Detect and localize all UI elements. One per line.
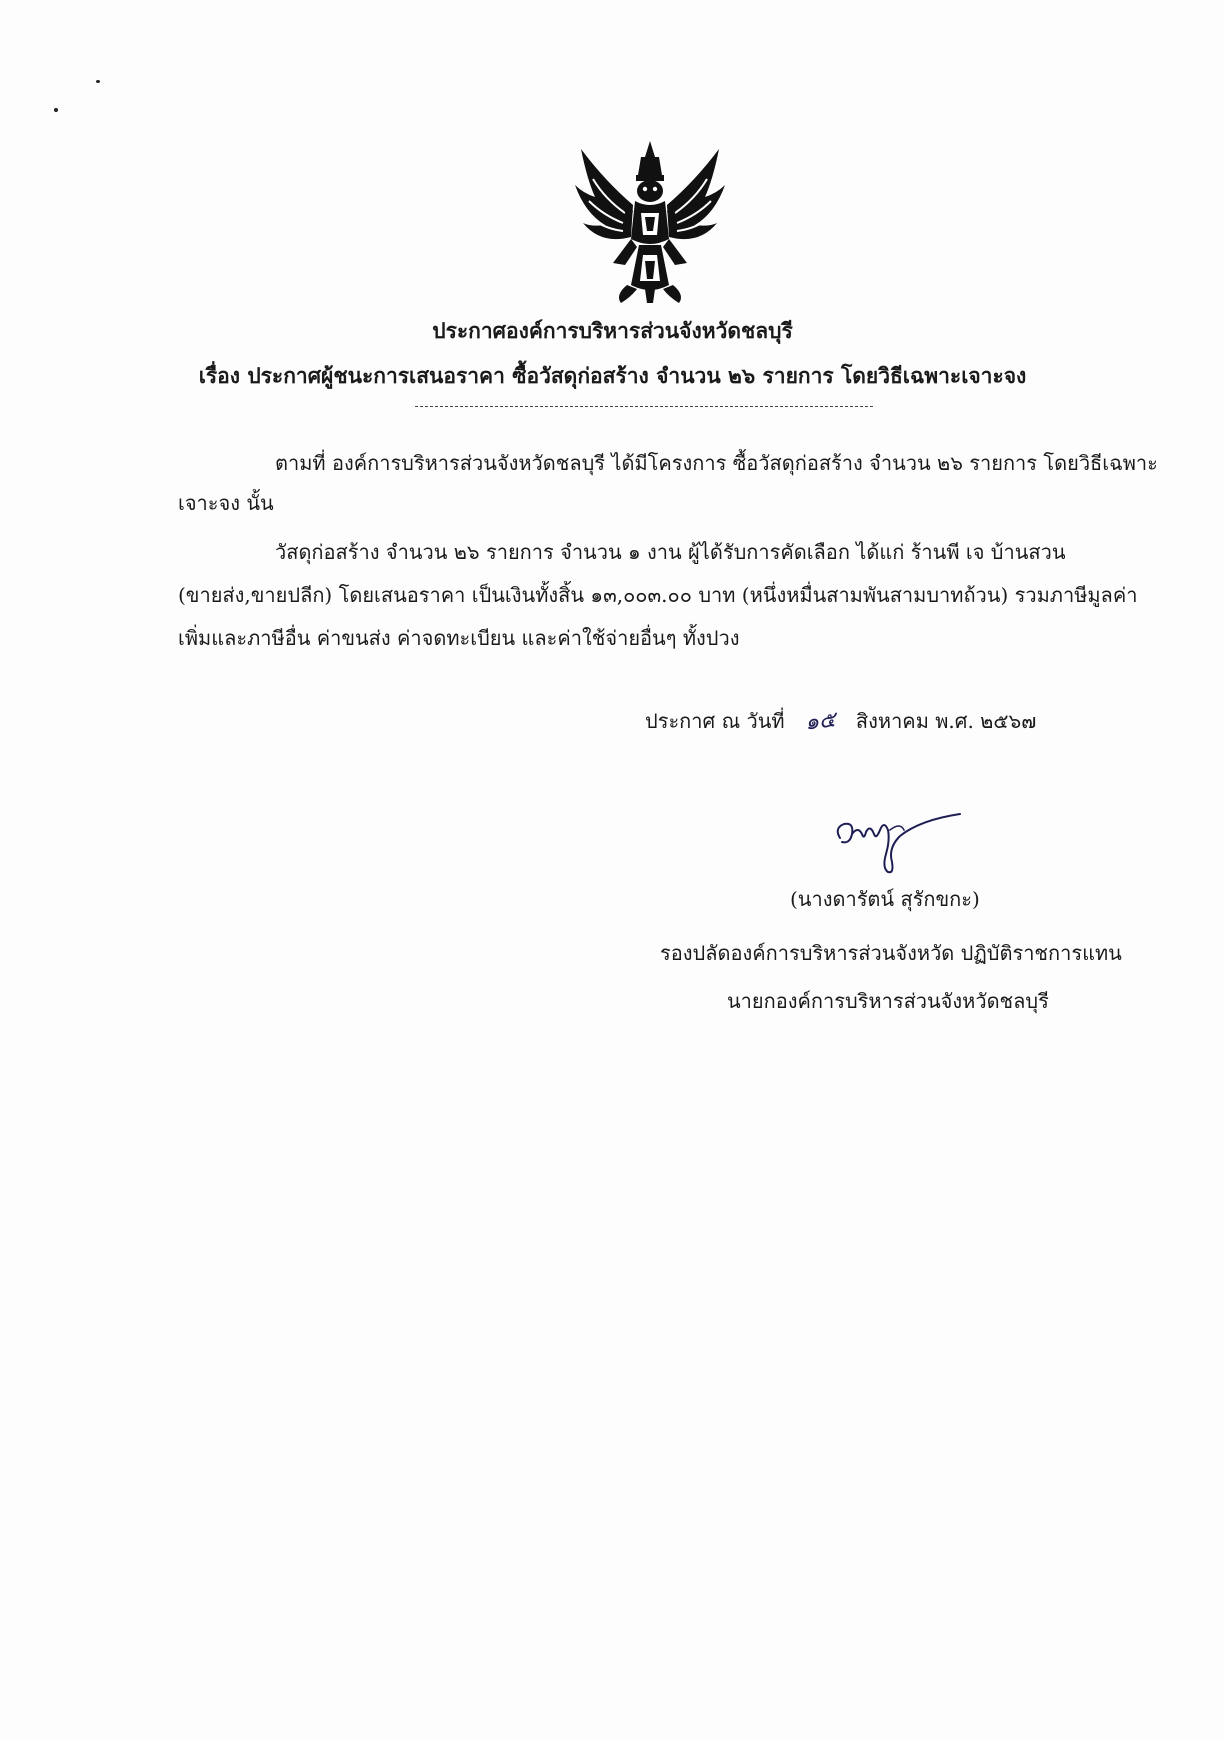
document-title: ประกาศองค์การบริหารส่วนจังหวัดชลบุรี [432,318,793,343]
dashed-divider [415,406,873,407]
body-line-3: วัสดุก่อสร้าง จำนวน ๒๖ รายการ จำนวน ๑ งาน ผู้ได้รับการคัดเลือก ได้แก่ ร้านพี เจ บ้านสวน [275,540,1066,564]
signatory-position-line-1: รองปลัดองค์การบริหารส่วนจังหวัด ปฏิบัติราชการแทน [660,941,1122,965]
body-line-1: ตามที่ องค์การบริหารส่วนจังหวัดชลบุรี ได้มีโครงการ ซื้อวัสดุก่อสร้าง จำนวน ๒๖ รายการ โดยวิธีเฉพาะ [275,451,1158,475]
signatory-position-line-2: นายกองค์การบริหารส่วนจังหวัดชลบุรี [727,989,1049,1013]
body-line-5: เพิ่มและภาษีอื่น ค่าขนส่ง ค่าจดทะเบียน และค่าใช้จ่ายอื่นๆ ทั้งปวง [178,626,740,650]
body-line-2: เจาะจง นั้น [178,491,274,515]
body-line-4: (ขายส่ง,ขายปลีก) โดยเสนอราคา เป็นเงินทั้งสิ้น ๑๓,๐๐๓.๐๐ บาท (หนึ่งหมื่นสามพันสามบาทถ้วน) รวมภาษีมูลค่า [178,583,1138,607]
date-suffix: สิงหาคม พ.ศ. ๒๕๖๗ [855,709,1037,733]
announcement-date [645,706,1036,737]
date-prefix: ประกาศ ณ วันที่ [645,709,785,733]
date-day-handwritten: ๑๕ [803,707,837,736]
handwritten-signature [830,800,970,880]
scan-speck [96,80,100,83]
garuda-emblem-icon [565,135,735,305]
document-subject: เรื่อง ประกาศผู้ชนะการเสนอราคา ซื้อวัสดุก่อสร้าง จำนวน ๒๖ รายการ โดยวิธีเฉพาะเจาะจง [198,363,1027,388]
signatory-name: (นางดารัตน์ สุรักขกะ) [790,887,980,911]
scan-speck [54,108,58,112]
